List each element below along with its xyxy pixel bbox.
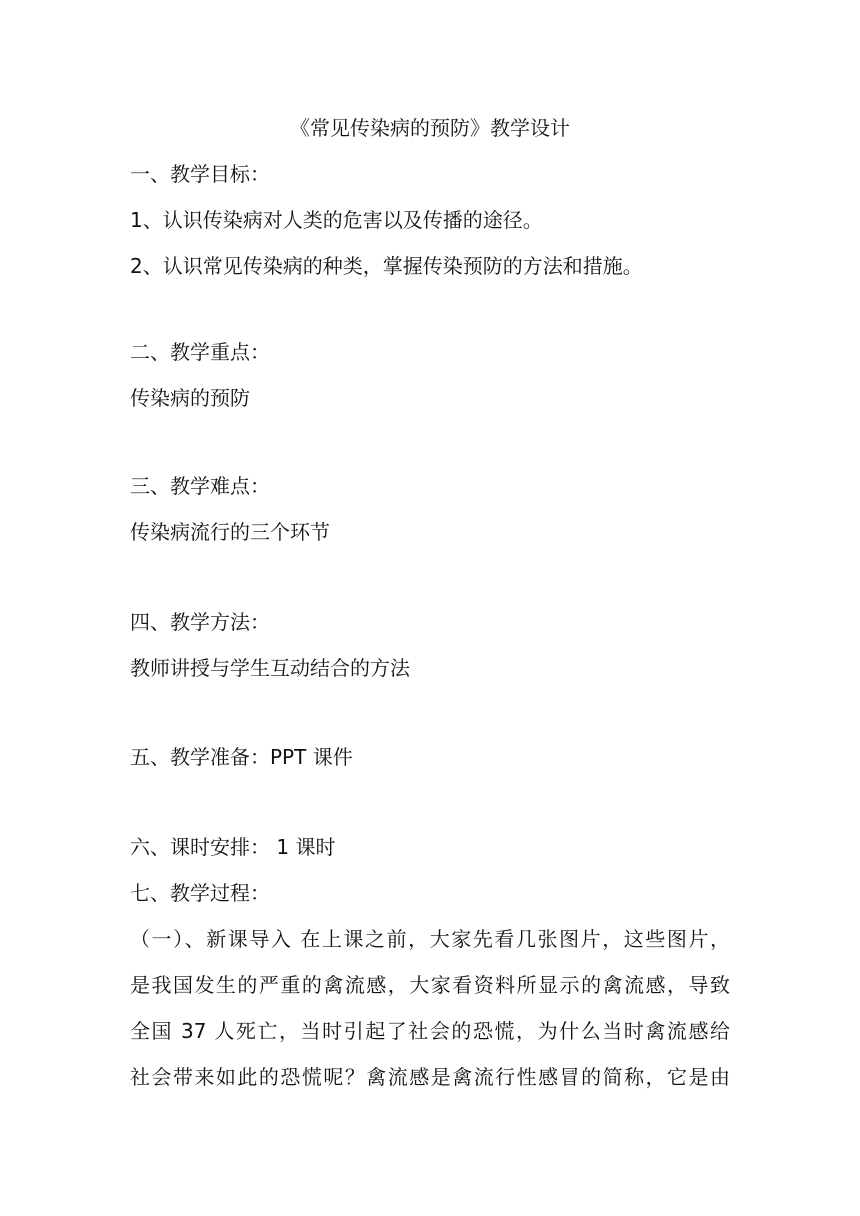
key-points-heading: 二、教学重点： (130, 340, 270, 364)
difficulties-heading: 三、教学难点： (130, 474, 270, 498)
objectives-heading: 一、教学目标： (130, 162, 270, 186)
methods-heading: 四、教学方法： (130, 610, 270, 634)
process-paragraph-line-4: 社会带来如此的恐慌呢？禽流感是禽流行性感冒的简称，它是由 (130, 1065, 730, 1089)
process-paragraph-line-3: 全国 37 人死亡，当时引起了社会的恐慌，为什么当时禽流感给 (130, 1019, 730, 1043)
document-title: 《常见传染病的预防》教学设计 (290, 116, 570, 140)
process-paragraph-line-1: （一）、新课导入 在上课之前，大家先看几张图片，这些图片， (130, 927, 730, 951)
difficulties-text: 传染病流行的三个环节 (130, 520, 330, 544)
process-heading: 七、教学过程： (130, 881, 270, 905)
key-points-text: 传染病的预防 (130, 386, 250, 410)
process-paragraph-line-2: 是我国发生的严重的禽流感，大家看资料所显示的禽流感，导致 (130, 973, 730, 997)
methods-text: 教师讲授与学生互动结合的方法 (130, 656, 410, 680)
objective-2: 2、认识常见传染病的种类，掌握传染预防的方法和措施。 (130, 254, 643, 278)
schedule-line: 六、课时安排： 1 课时 (130, 835, 336, 859)
objective-1: 1、认识传染病对人类的危害以及传播的途径。 (130, 208, 543, 232)
preparation-line: 五、教学准备：PPT 课件 (130, 745, 353, 769)
